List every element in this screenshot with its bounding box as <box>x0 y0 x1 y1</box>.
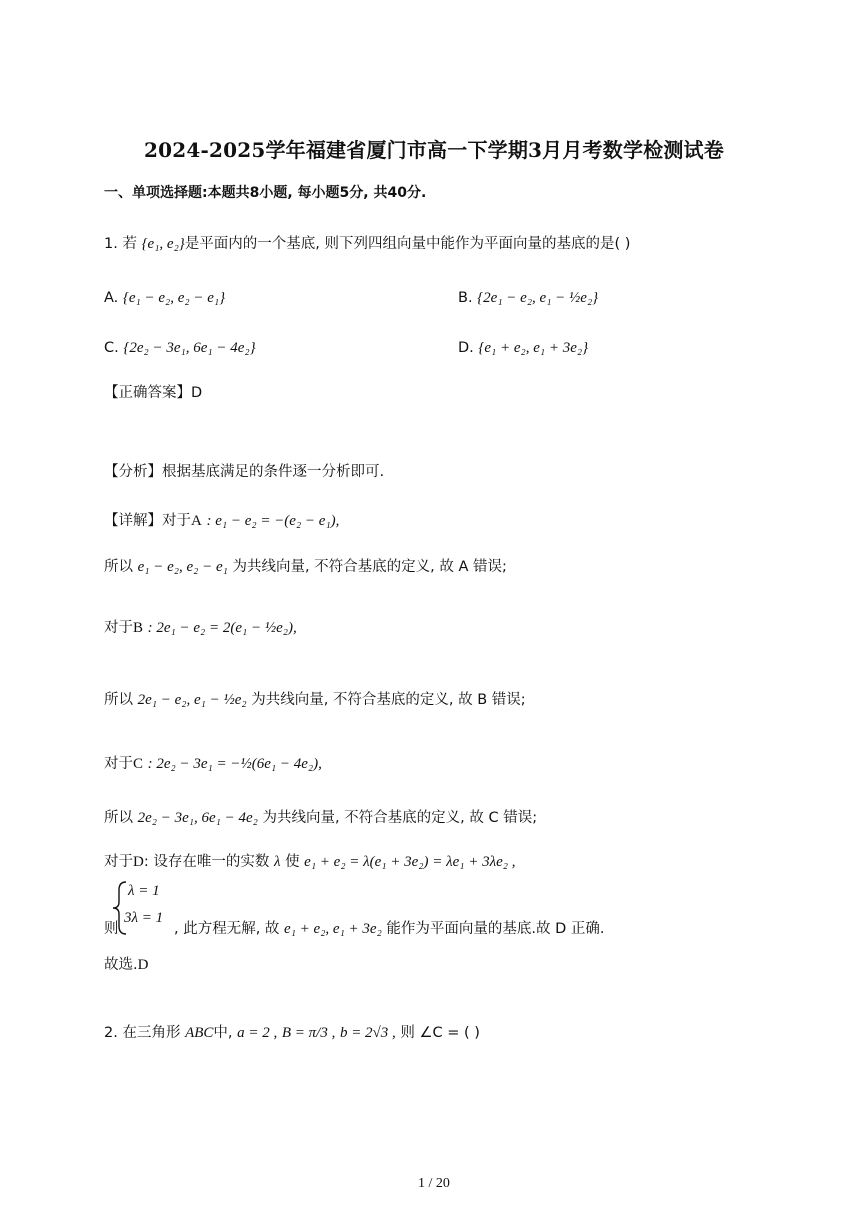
detail-b <box>104 616 297 637</box>
q1-basis-math: {e₁, e₂} <box>141 236 185 252</box>
section-heading: 一、单项选择题:本题共8小题, 每小题5分, 共40分. <box>104 185 427 201</box>
option-d-math: {e₁ + e₂, e₁ + 3e₂} <box>478 340 589 356</box>
option-c-label: C. <box>104 340 119 356</box>
q2-mid: 中, <box>213 1025 233 1041</box>
option-b[interactable] <box>458 290 598 307</box>
conclusion-c <box>104 806 537 827</box>
q2-a-eq: a = 2 , <box>237 1025 278 1041</box>
detail-c-math: : 2e₂ − 3e₁ = −½(6e₁ − 4e₂), <box>147 756 322 772</box>
conclusion-d <box>174 917 605 938</box>
option-b-label: B. <box>458 290 473 306</box>
lambda-symbol: λ <box>273 854 281 870</box>
c-vectors: 2e₂ − 3e₁, 6e₁ − 4e₂ <box>137 810 258 826</box>
for-prefix-c: 对于 <box>104 756 133 772</box>
not-basis-a: 为共线向量, 不符合基底的定义, 故 <box>232 559 454 575</box>
q2-b-eq: B = π/3 , <box>281 1025 336 1041</box>
then-label: 则 <box>104 921 119 937</box>
q1-analysis: 【分析】根据基底满足的条件逐一分析即可. <box>104 464 385 480</box>
a-wrong: A 错误; <box>458 559 507 575</box>
not-basis-c: 为共线向量, 不符合基底的定义, 故 <box>262 810 484 826</box>
detail-b-label: B <box>133 620 144 636</box>
option-b-math: {2e₁ − e₂, e₁ − ½e₂} <box>477 290 599 306</box>
not-basis-b: 为共线向量, 不符合基底的定义, 故 <box>251 692 473 708</box>
detail-a-math: : e₁ − e₂ = −(e₂ − e₁), <box>206 513 340 529</box>
q1-stem <box>104 232 630 253</box>
q2-prefix: 2. 在三角形 <box>104 1025 181 1041</box>
option-c-math: {2e₂ − 3e₁, 6e₁ − 4e₂} <box>123 340 256 356</box>
d-vectors: e₁ + e₂, e₁ + 3e₂ <box>284 921 382 937</box>
so-prefix-a: 所以 <box>104 559 133 575</box>
detail-d-text1: : 设存在唯一的实数 <box>143 854 270 870</box>
b-vectors: 2e₁ − e₂, e₁ − ½e₂ <box>137 692 247 708</box>
q2-tail: 则 ∠C = ( ) <box>400 1025 480 1041</box>
detail-d-label: D <box>133 854 144 870</box>
so-prefix-b: 所以 <box>104 692 133 708</box>
conclusion-text: 故选. <box>104 957 138 973</box>
for-prefix-b: 对于 <box>104 620 133 636</box>
option-d[interactable] <box>458 340 588 357</box>
detail-a-label: A <box>191 513 202 529</box>
detail-c <box>104 752 322 773</box>
q1-suffix: 是平面内的一个基底, 则下列四组向量中能作为平面向量的基底的是( ) <box>184 236 631 252</box>
conclusion-letter: D <box>137 957 149 973</box>
option-a-label: A. <box>104 290 119 306</box>
page-title: 2024-2025学年福建省厦门市高一下学期3月月考数学检测试卷 <box>144 138 724 162</box>
detail-d-text4: 能作为平面向量的基底.故 <box>386 921 551 937</box>
system-eq2: 3λ = 1 <box>124 910 164 926</box>
option-a-math: {e₁ − e₂, e₂ − e₁} <box>122 290 226 306</box>
page-number: 1 / 20 <box>418 1176 450 1191</box>
conclusion-a <box>104 555 507 576</box>
final-choice <box>104 953 148 974</box>
c-wrong: C 错误; <box>488 810 538 826</box>
detail-d-text3: , 此方程无解, 故 <box>174 921 280 937</box>
detail-d-math: e₁ + e₂ = λ(e₁ + 3e₂) = λe₁ + 3λe₂ , <box>304 854 516 870</box>
detail-d <box>104 850 516 871</box>
q2-b2-eq: b = 2√3 , <box>339 1025 396 1041</box>
for-prefix-d: 对于 <box>104 854 133 870</box>
q1-prefix: 1. 若 <box>104 236 137 252</box>
detail-c-label: C <box>133 756 144 772</box>
system-eq1: λ = 1 <box>128 883 160 899</box>
so-prefix-c: 所以 <box>104 810 133 826</box>
detail-d-text2: 使 <box>285 854 300 870</box>
b-wrong: B 错误; <box>477 692 526 708</box>
option-c[interactable] <box>104 340 256 357</box>
option-a[interactable] <box>104 290 225 307</box>
option-d-label: D. <box>458 340 474 356</box>
detail-b-math: : 2e₁ − e₂ = 2(e₁ − ½e₂), <box>147 620 297 636</box>
detail-a <box>104 509 339 530</box>
q1-answer: 【正确答案】D <box>104 385 203 401</box>
d-right: D 正确. <box>555 921 605 937</box>
a-vectors: e₁ − e₂, e₂ − e₁ <box>137 559 228 575</box>
conclusion-b <box>104 688 526 709</box>
detail-prefix: 【详解】对于 <box>104 513 191 529</box>
q2-triangle: ABC <box>185 1025 214 1041</box>
q2-stem <box>104 1021 480 1042</box>
